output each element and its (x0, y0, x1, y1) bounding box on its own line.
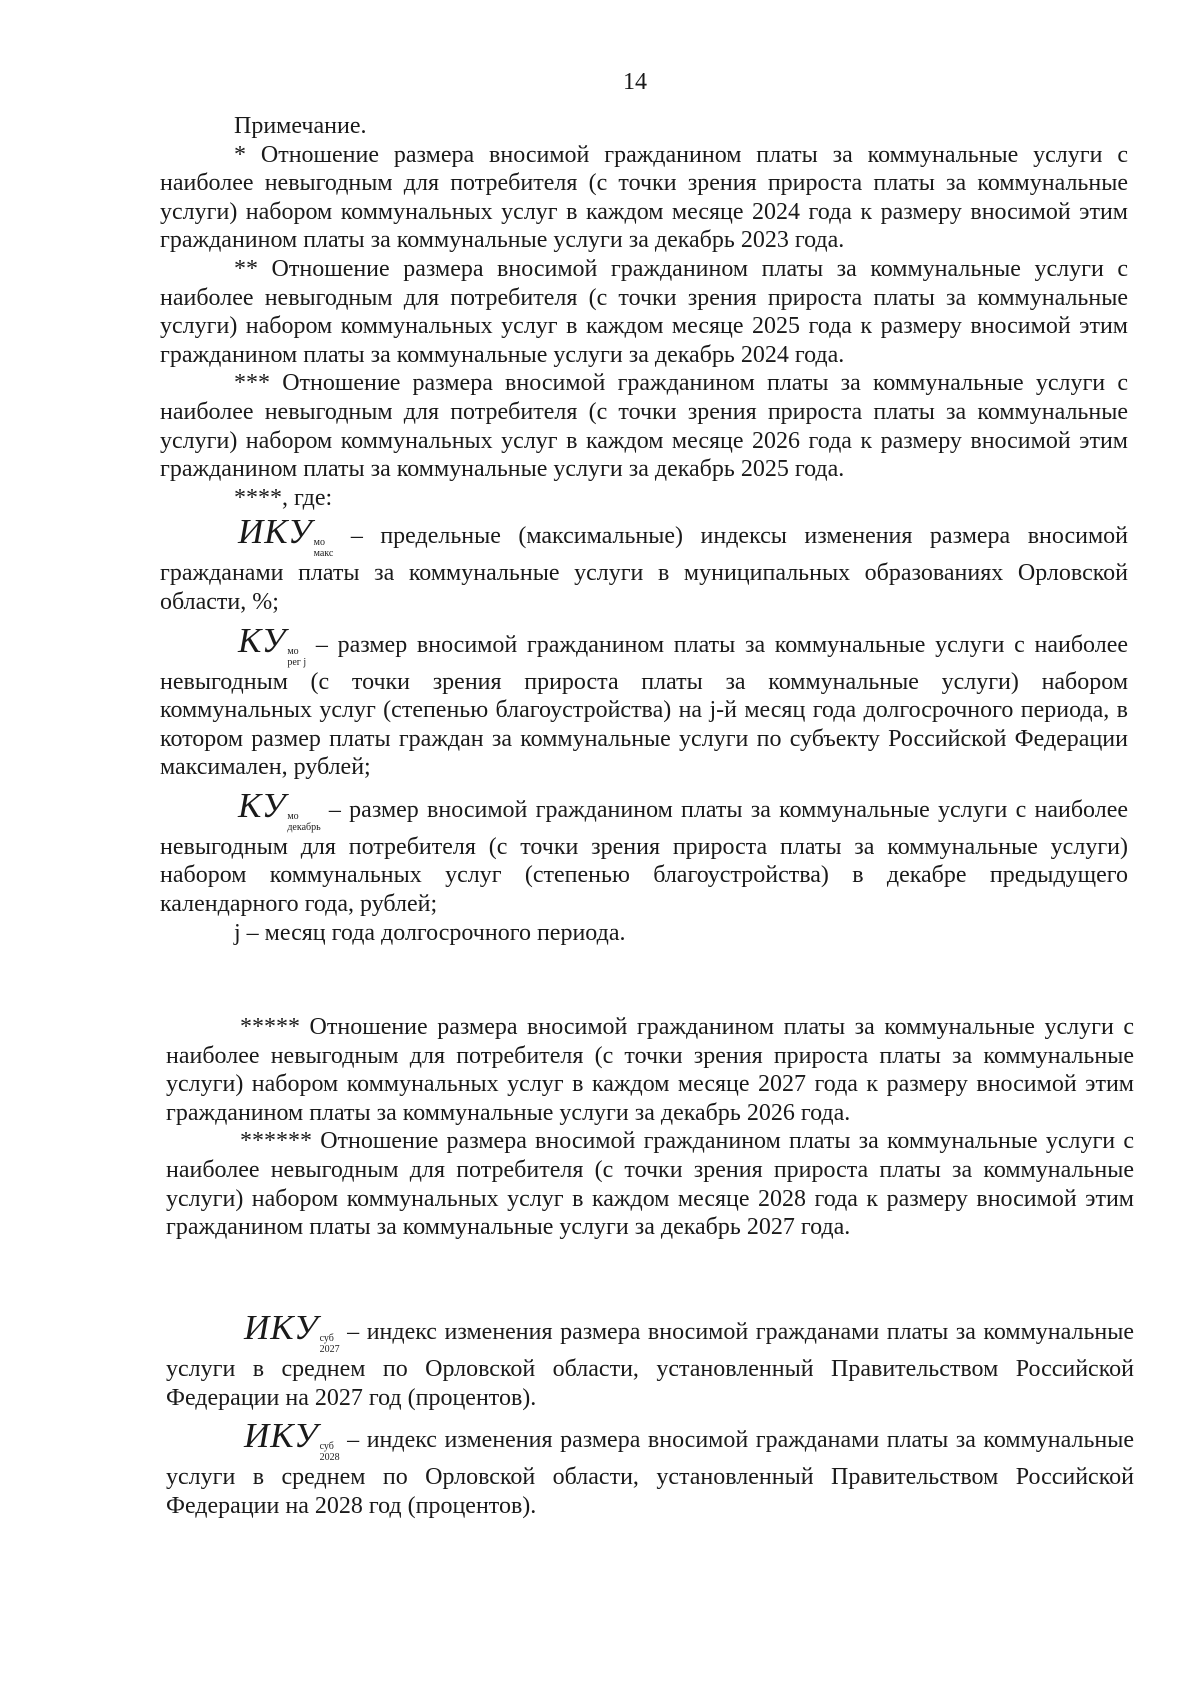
note-heading: Примечание. (234, 113, 367, 139)
notes-section-a (160, 112, 1128, 947)
formula-symbol: ИКУ суб 2027 (244, 1308, 340, 1355)
definition-iku-2027 (166, 1310, 1134, 1412)
notes-section-b (166, 1013, 1134, 1242)
formula-symbol: КУ мо декабрь (238, 785, 321, 833)
definition-text: – размер вносимой гражданином платы за коммунальные услуги с наиболее невыгодным (с точки зрения прироста платы за коммунальные услуги) набором коммунальных услуг (степенью благоустройства) на j-й месяц года долгосрочного периода, в котором размер платы граждан за коммунальные услуги по субъекту Российской Федерации максимален, рублей; (160, 631, 1129, 781)
index-definitions (166, 1306, 1134, 1520)
definition-iku-2028 (166, 1418, 1134, 1520)
definition-iku-max (160, 514, 1128, 616)
note-2: ** Отношение размера вносимой гражданином платы за коммунальные услуги с наиболее невыгодным для потребителя (с точки зрения прироста платы за коммунальные услуги) набором коммунальных услуг в каждом месяце 2025 года к размеру вносимой этим гражданином платы за коммунальные услуги за декабрь 2024 года. (160, 255, 1128, 368)
note-3: *** Отношение размера вносимой гражданином платы за коммунальные услуги с наиболее невыгодным для потребителя (с точки зрения прироста платы за коммунальные услуги) набором коммунальных услуг в каждом месяце 2026 года к размеру вносимой этим гражданином платы за коммунальные услуги за декабрь 2025 года. (160, 370, 1128, 483)
j-definition: j – месяц года долгосрочного периода. (234, 919, 626, 946)
note-5: ***** Отношение размера вносимой гражданином платы за коммунальные услуги с наиболее невыгодным для потребителя (с точки зрения прироста платы за коммунальные услуги) набором коммунальных услуг в каждом месяце 2027 года к размеру вносимой этим гражданином платы за коммунальные услуги за декабрь 2026 года. (166, 1014, 1134, 1126)
definition-ku-december (160, 785, 1128, 919)
definition-ku-reg (160, 620, 1129, 782)
note-6: ****** Отношение размера вносимой гражданином платы за коммунальные услуги с наиболее невыгодным для потребителя (с точки зрения прироста платы за коммунальные услуги) набором коммунальных услуг в каждом месяце 2028 года к размеру вносимой этим гражданином платы за коммунальные услуги за декабрь 2027 года. (166, 1128, 1134, 1241)
note-1: * Отношение размера вносимой гражданином платы за коммунальные услуги с наиболее невыгодным для потребителя (с точки зрения прироста платы за коммунальные услуги) набором коммунальных услуг в каждом месяце 2024 года к размеру вносимой этим гражданином платы за коммунальные услуги за декабрь 2023 года. (160, 141, 1128, 254)
definition-text: – размер вносимой гражданином платы за коммунальные услуги с наиболее невыгодным для потребителя (с точки зрения прироста платы за коммунальные услуги) набором коммунальных услуг (степенью благоустройства) в декабре предыдущего календарного года, рублей; (160, 796, 1128, 918)
formula-symbol: ИКУ мо макс (238, 512, 334, 560)
definition-text: – индекс изменения размера вносимой гражданами платы за коммунальные услуги в среднем по Орловской области, установленный Правительством Российской Федерации на 2028 год (процентов). (166, 1427, 1135, 1519)
definition-text: – предельные (максимальные) индексы изменения размера вносимой гражданами платы за коммунальные услуги в муниципальных образованиях Орловской области, %; (160, 523, 1128, 615)
formula-symbol: ИКУ суб 2028 (244, 1416, 340, 1464)
page-number: 14 (623, 69, 647, 95)
definition-text: – индекс изменения размера вносимой гражданами платы за коммунальные услуги в среднем по Орловской области, установленный Правительством Российской Федерации на 2027 год (процентов). (166, 1319, 1135, 1411)
where-label: ****, где: (234, 484, 333, 511)
formula-symbol: КУ мо рег j (238, 620, 307, 668)
